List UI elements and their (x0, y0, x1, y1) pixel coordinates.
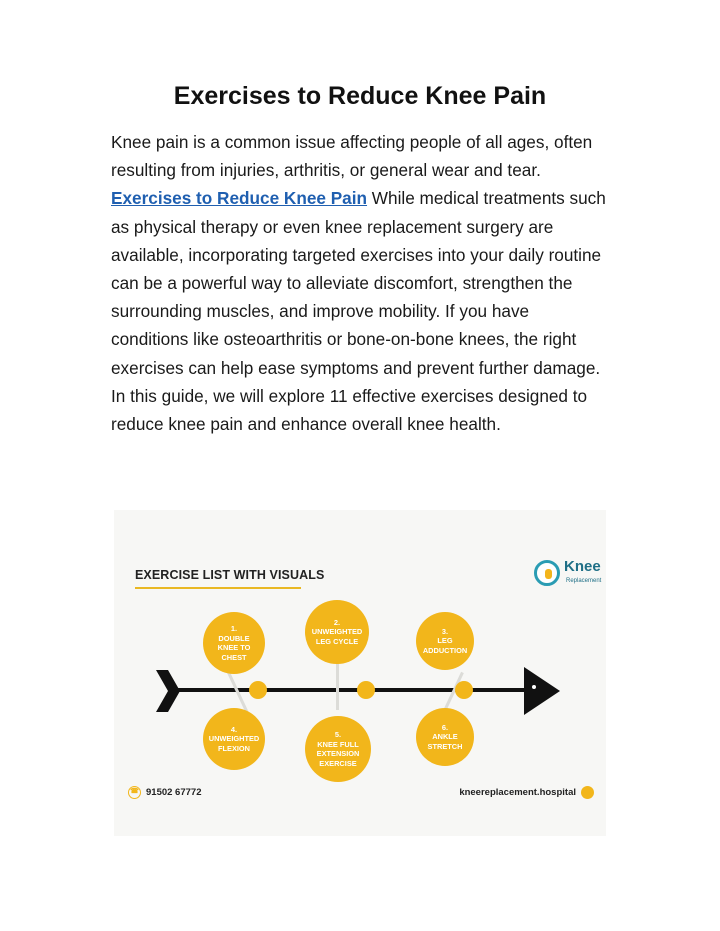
globe-icon (581, 786, 594, 799)
exercise-label: DOUBLE KNEE TO CHEST (217, 633, 251, 662)
exercises-link[interactable]: Exercises to Reduce Knee Pain (111, 188, 368, 209)
arrow-dot (532, 685, 536, 689)
logo-icon (534, 560, 560, 586)
exercise-circle-6 (416, 708, 474, 766)
website-url: kneereplacement.hospital (459, 787, 576, 799)
exercise-number: 6. (441, 722, 449, 732)
logo-subtitle: Replacement (566, 578, 602, 584)
exercise-number: 1. (230, 624, 238, 633)
exercise-circle-1 (203, 612, 265, 674)
exercise-label: ANKLE STRETCH (427, 732, 463, 751)
exercise-number: 4. (230, 724, 238, 734)
page-title: Exercises to Reduce Knee Pain (173, 82, 547, 110)
title-underline (135, 587, 301, 589)
logo-name: Knee (564, 558, 601, 575)
timeline-node (249, 681, 267, 699)
exercise-label: UNWEIGHTED LEG CYCLE (311, 627, 363, 646)
arrow-right-icon (524, 667, 560, 715)
intro-text-end: While medical treatments such as physical therapy or even knee replacement surgery are available, incorporating targeted exercises into your daily routine can be a powerful way to alleviate discomfort, strengthen the surrounding muscles, and improve mobility. If you have conditions like osteoarthritis or bone-on-bone knees, the right exercises can help ease symptoms and prevent further damage. In this guide, we will explore 11 effective exercises designed to reduce knee pain and enhance overall knee health. (111, 188, 606, 435)
exercise-circle-5 (305, 716, 371, 782)
phone-icon: ☎ (128, 786, 141, 799)
exercise-label: KNEE FULL EXTENSION EXERCISE (316, 739, 360, 768)
timeline-node (357, 681, 375, 699)
timeline-axis (172, 688, 528, 692)
intro-paragraph (111, 128, 611, 438)
exercise-number: 3. (441, 626, 449, 636)
intro-text-start: Knee pain is a common issue affecting people of all ages, often resulting from injuries, arthritis, or general wear and tear. (111, 132, 593, 181)
infographic-title: EXERCISE LIST WITH VISUALS (135, 568, 325, 582)
exercise-number: 2. (333, 617, 341, 627)
exercise-label: UNWEIGHTED FLEXION (208, 734, 260, 753)
exercise-circle-3 (416, 612, 474, 670)
connector (336, 660, 339, 710)
phone-contact (128, 786, 201, 799)
timeline-node (455, 681, 473, 699)
phone-number: 91502 67772 (146, 787, 202, 799)
website-contact (459, 786, 594, 799)
exercise-infographic (114, 510, 606, 836)
exercise-circle-2 (305, 600, 369, 664)
knee-replacement-logo (534, 558, 604, 594)
exercise-number: 5. (334, 730, 342, 739)
exercise-label: LEG ADDUCTION (422, 636, 468, 655)
exercise-circle-4 (203, 708, 265, 770)
